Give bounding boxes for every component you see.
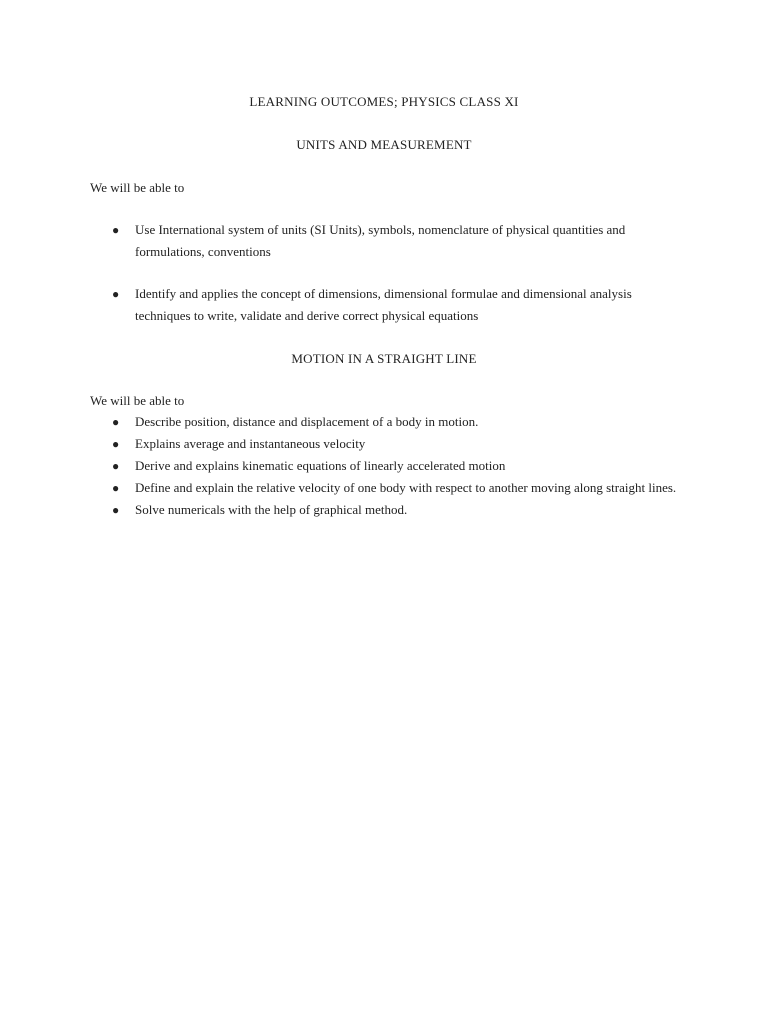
bullet-icon: ● xyxy=(112,503,120,517)
list-item xyxy=(90,499,710,521)
list-item xyxy=(90,433,710,455)
bullet-list-motion xyxy=(90,411,710,521)
section-intro-units: We will be able to xyxy=(90,180,185,195)
bullet-list-units xyxy=(90,219,650,347)
bullet-icon: ● xyxy=(112,459,120,473)
section-intro-motion: We will be able to xyxy=(90,393,185,408)
list-item-text: Describe position, distance and displacement of a body in motion. xyxy=(135,414,479,429)
list-item xyxy=(90,455,710,477)
document-title: LEARNING OUTCOMES; PHYSICS CLASS XI xyxy=(249,94,519,109)
list-item xyxy=(90,477,710,499)
section-heading-units: UNITS AND MEASUREMENT xyxy=(296,137,472,152)
bullet-icon: ● xyxy=(112,223,120,237)
list-item xyxy=(90,219,650,263)
bullet-icon: ● xyxy=(112,481,120,495)
list-item xyxy=(90,283,650,327)
bullet-icon: ● xyxy=(112,437,120,451)
list-item xyxy=(90,411,710,433)
list-item-text: Use International system of units (SI Units), symbols, nomenclature of physical quantities and formulations, conventions xyxy=(135,222,626,259)
list-item-text: Solve numericals with the help of graphical method. xyxy=(135,502,408,517)
bullet-icon: ● xyxy=(112,287,120,301)
list-item-text: Derive and explains kinematic equations of linearly accelerated motion xyxy=(135,458,506,473)
list-item-text: Explains average and instantaneous velocity xyxy=(135,436,366,451)
bullet-icon: ● xyxy=(112,415,120,429)
section-heading-motion: MOTION IN A STRAIGHT LINE xyxy=(291,351,477,366)
list-item-text: Identify and applies the concept of dimensions, dimensional formulae and dimensional analysis techniques to write, validate and derive correct physical equations xyxy=(135,286,632,323)
list-item-text: Define and explain the relative velocity of one body with respect to another moving along straight lines. xyxy=(135,480,677,495)
